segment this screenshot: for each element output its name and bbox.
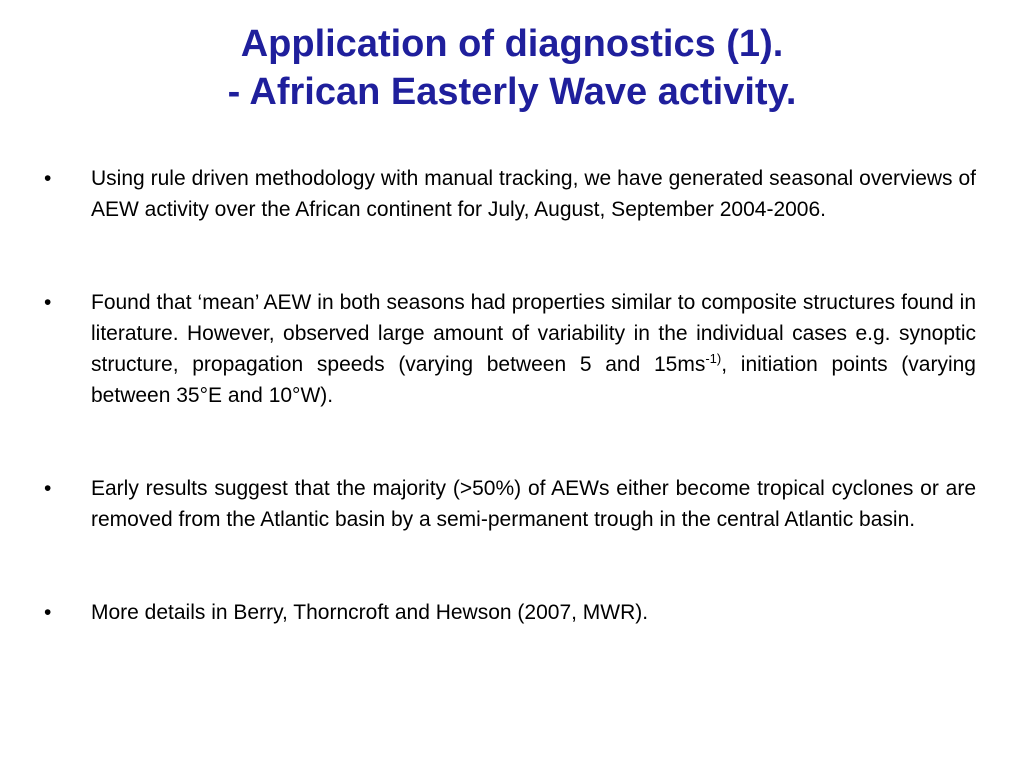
- bullet-text: Found that ‘mean’ AEW in both seasons had properties similar to composite structures found in literature. However, observed large amount of variability in the individual cases e.g. synoptic structure, propagation speeds (varying between 5 and 15ms: [91, 291, 976, 376]
- bullet-text: More details in Berry, Thorncroft and Hewson (2007, MWR).: [91, 601, 649, 624]
- bullet-text: Early results suggest that the majority (>50%) of AEWs either become tropical cyclones or are removed from the Atlantic basin by a semi-permanent trough in the central Atlantic basin.: [91, 477, 976, 531]
- bullet-dot-icon: •: [44, 291, 52, 314]
- title-line-1: Application of diagnostics (1).: [240, 23, 784, 65]
- bullet-item-tracking: [44, 163, 976, 225]
- bullet-item-more-details: [44, 597, 976, 628]
- bullet-text: Using rule driven methodology with manual tracking, we have generated seasonal overviews of AEW activity over the African continent for July, August, September 2004-2006.: [91, 167, 976, 221]
- bullet-dot-icon: •: [44, 601, 52, 624]
- bullet-dot-icon: •: [44, 167, 52, 190]
- bullet-item-early-results: [44, 473, 976, 535]
- superscript-units: -1): [705, 351, 722, 366]
- slide-title: [0, 20, 1024, 116]
- title-line-2: - African Easterly Wave activity.: [227, 71, 797, 113]
- bullet-text-continued: , initiation points (varying between 35°E and 10°W).: [91, 353, 976, 407]
- bullet-item-mean-aew: [44, 287, 976, 411]
- bullet-list: [44, 163, 976, 628]
- bullet-dot-icon: •: [44, 477, 52, 500]
